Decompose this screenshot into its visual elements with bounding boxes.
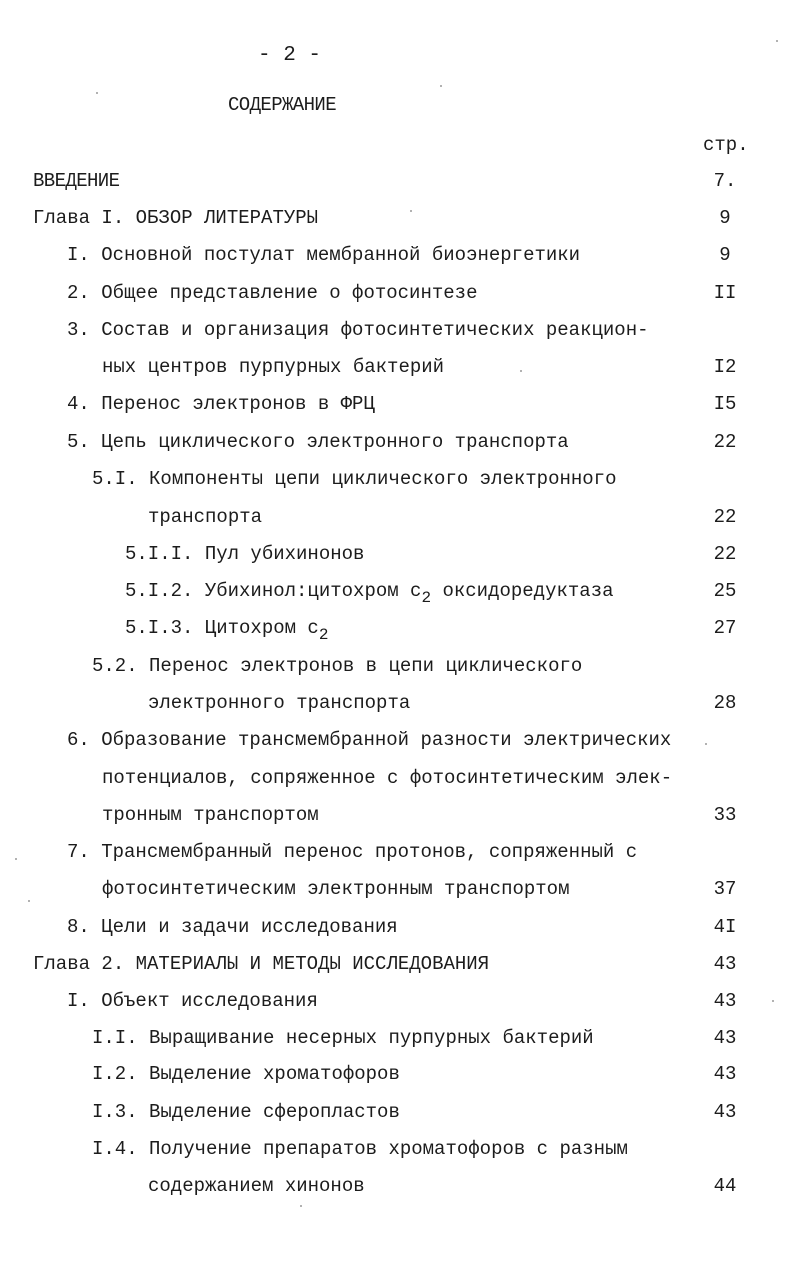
toc-page-section-6: 33	[713, 804, 737, 826]
toc-page-section-3: I2	[713, 356, 737, 378]
toc-entry-section-5-1-1: 5.I.I. Пул убихинонов	[125, 543, 365, 565]
toc-entry-section-5: 5. Цепь циклического электронного транспорта	[67, 431, 569, 453]
toc-entry-section-5-1-3-prefix: 5.I.3. Цитохром c	[125, 617, 319, 639]
scan-speck	[440, 85, 442, 87]
toc-entry-methods-1-4-line-2: содержанием хинонов	[148, 1175, 365, 1197]
toc-entry-section-5-2-line-1: 5.2. Перенос электронов в цепи циклического	[92, 655, 583, 677]
toc-entry-introduction: ВВЕДЕНИЕ	[33, 170, 120, 192]
toc-entry-section-4: 4. Перенос электронов в ФРЦ	[67, 393, 375, 415]
toc-entry-section-3-line-2: ных центров пурпурных бактерий	[102, 356, 445, 378]
toc-entry-section-5-1-3	[125, 617, 329, 644]
toc-entry-methods-1-4-line-1: I.4. Получение препаратов хроматофоров с разным	[92, 1138, 628, 1160]
toc-page-methods-1-3: 43	[713, 1101, 737, 1123]
page-column-label: стр.	[703, 134, 749, 156]
toc-entry-methods-1-3: I.3. Выделение сферопластов	[92, 1101, 400, 1123]
toc-page-section-5-1-2: 25	[713, 580, 737, 602]
toc-entry-section-5-1-line-2: транспорта	[148, 506, 263, 528]
scan-speck	[520, 370, 522, 372]
scan-speck	[705, 743, 707, 745]
toc-entry-section-8: 8. Цели и задачи исследования	[67, 916, 398, 938]
scan-speck	[28, 900, 30, 902]
toc-entry-chapter-2: Глава 2. МАТЕРИАЛЫ И МЕТОДЫ ИССЛЕДОВАНИЯ	[33, 953, 490, 975]
toc-entry-chapter-1: Глава I. ОБЗОР ЛИТЕРАТУРЫ	[33, 207, 319, 229]
page-number: - 2 -	[258, 44, 322, 67]
toc-page-section-5-1-3: 27	[713, 617, 737, 639]
scan-speck	[300, 1205, 302, 1207]
scan-speck	[776, 40, 778, 42]
scan-speck	[772, 1000, 774, 1002]
toc-page-section-5: 22	[713, 431, 737, 453]
toc-page-introduction: 7.	[713, 170, 737, 192]
toc-page-methods-1-2: 43	[713, 1063, 737, 1085]
toc-entry-section-5-2-line-2: электронного транспорта	[148, 692, 411, 714]
toc-page-section-4: I5	[713, 393, 737, 415]
toc-entry-section-1: I. Основной постулат мембранной биоэнергетики	[67, 244, 581, 266]
toc-page-chapter-2: 43	[713, 953, 737, 975]
toc-entry-section-6-line-3: тронным транспортом	[102, 804, 319, 826]
toc-entry-section-6-line-2: потенциалов, сопряженное с фотосинтетическим элек-	[102, 767, 673, 789]
toc-page-section-1: 9	[719, 244, 731, 266]
toc-entry-section-7-line-1: 7. Трансмембранный перенос протонов, сопряженный с	[67, 841, 638, 863]
scan-speck	[15, 858, 17, 860]
toc-entry-section-3-line-1: 3. Состав и организация фотосинтетических реакцион-	[67, 319, 649, 341]
toc-page-section-7: 37	[713, 878, 737, 900]
toc-page-chapter-1: 9	[719, 207, 731, 229]
toc-entry-section-5-1-line-1: 5.I. Компоненты цепи циклического электронного	[92, 468, 617, 490]
toc-entry-section-5-1-2-prefix: 5.I.2. Убихинол:цитохром c	[125, 580, 422, 602]
toc-page-section-8: 4I	[713, 916, 737, 938]
toc-page-section-5-2: 28	[713, 692, 737, 714]
toc-page-methods-1-1: 43	[713, 1027, 737, 1049]
toc-page-methods-1-4: 44	[713, 1175, 737, 1197]
page-title: СОДЕРЖАНИЕ	[228, 94, 337, 116]
toc-page-section-2: II	[713, 282, 737, 304]
toc-entry-section-5-1-2-suffix: оксидоредуктаза	[431, 580, 614, 602]
scan-speck	[96, 92, 98, 94]
toc-entry-methods-1-2: I.2. Выделение хроматофоров	[92, 1063, 400, 1085]
toc-page-section-5-1-1: 22	[713, 543, 737, 565]
subscript-2: 2	[421, 589, 432, 607]
toc-entry-section-5-1-2	[125, 580, 614, 607]
toc-entry-section-2: 2. Общее представление о фотосинтезе	[67, 282, 478, 304]
toc-entry-section-7-line-2: фотосинтетическим электронным транспортом	[102, 878, 570, 900]
toc-entry-section-6-line-1: 6. Образование трансмембранной разности электрических	[67, 729, 672, 751]
scan-speck	[410, 210, 412, 212]
toc-page-section-5-1: 22	[713, 506, 737, 528]
toc-entry-methods-1: I. Объект исследования	[67, 990, 318, 1012]
subscript-2: 2	[318, 626, 329, 644]
toc-page-methods-1: 43	[713, 990, 737, 1012]
toc-entry-methods-1-1: I.I. Выращивание несерных пурпурных бактерий	[92, 1027, 594, 1049]
